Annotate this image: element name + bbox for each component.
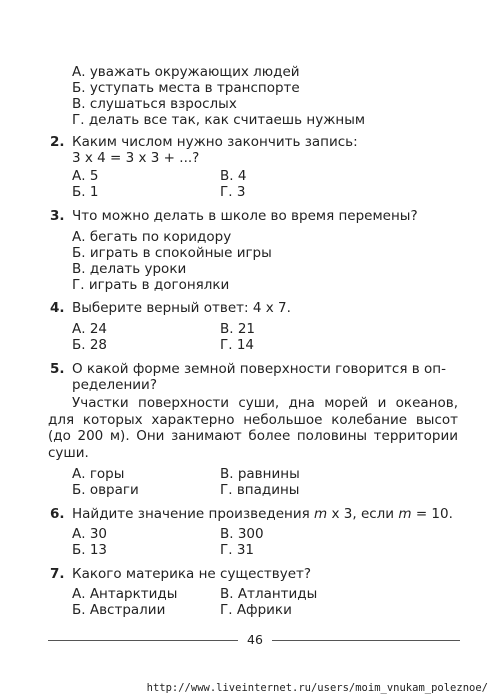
q3-text: Что можно делать в школе во время перемены?	[72, 208, 418, 224]
q1-option-a: А. уважать окружающих людей	[72, 64, 300, 80]
q5-text-line2: ределении?	[72, 377, 157, 393]
q6-variable-m2: m	[398, 506, 412, 522]
q7-text: Какого материка не существует?	[72, 566, 312, 582]
q2-option-a: А. 5	[72, 168, 99, 184]
q3-number: 3.	[50, 208, 65, 224]
q5-option-b: Б. овраги	[72, 482, 139, 498]
q3-option-a: А. бегать по коридору	[72, 229, 232, 245]
q6-text	[72, 506, 453, 522]
q3-option-b: Б. играть в спокойные игры	[72, 245, 272, 261]
q2-option-b: Б. 1	[72, 184, 99, 200]
q4-option-c: В. 21	[220, 321, 256, 337]
footer-url: http://www.liveinternet.ru/users/moim_vnukam_poleznoe/	[146, 682, 488, 694]
q6-text-b: х 3, если	[327, 506, 399, 522]
q5-option-c: В. равнины	[220, 466, 300, 482]
q7-option-c: В. Атлантиды	[220, 586, 318, 602]
q1-option-b: Б. уступать места в транспорте	[72, 80, 300, 96]
q6-option-b: Б. 13	[72, 542, 108, 558]
q6-text-c: = 10.	[411, 506, 453, 522]
q2-number: 2.	[50, 134, 65, 150]
page-number: 46	[247, 632, 263, 647]
q4-option-b: Б. 28	[72, 337, 108, 353]
q2-option-c: В. 4	[220, 168, 247, 184]
q1-option-d: Г. делать все так, как считаешь нужным	[72, 112, 366, 128]
q6-text-a: Найдите значение произведения	[72, 506, 315, 522]
q3-option-d: Г. играть в догонялки	[72, 277, 230, 293]
q4-text: Выберите верный ответ: 4 х 7.	[72, 300, 291, 316]
q6-number: 6.	[50, 506, 65, 522]
footer-rule-left	[48, 640, 238, 641]
q5-text-line1: О какой форме земной поверхности говорится в оп-	[72, 361, 446, 377]
q4-option-a: А. 24	[72, 321, 107, 337]
q6-option-c: В. 300	[220, 526, 264, 542]
q4-number: 4.	[50, 300, 65, 316]
q3-option-c: В. делать уроки	[72, 261, 187, 277]
q5-option-d: Г. впадины	[220, 482, 300, 498]
q7-number: 7.	[50, 566, 65, 582]
q2-text: Каким числом нужно закончить запись:	[72, 134, 358, 150]
q5-definition: Участки поверхности суши, дна морей и океанов, для которых характерно небольшое колебание высот (до 200 м). Они занимают более половины территории суши.	[48, 395, 458, 461]
q4-option-d: Г. 14	[220, 337, 254, 353]
q1-option-c: В. слушаться взрослых	[72, 96, 237, 112]
q7-option-b: Б. Австралии	[72, 602, 166, 618]
q2-option-d: Г. 3	[220, 184, 246, 200]
q7-option-a: А. Антарктиды	[72, 586, 178, 602]
q6-option-d: Г. 31	[220, 542, 254, 558]
q2-expression: 3 х 4 = 3 х 3 + ...?	[72, 150, 200, 166]
q7-option-d: Г. Африки	[220, 602, 292, 618]
q5-number: 5.	[50, 361, 65, 377]
footer-rule-right	[272, 640, 460, 641]
q6-variable-m1: m	[314, 506, 328, 522]
q5-option-a: А. горы	[72, 466, 125, 482]
q6-option-a: А. 30	[72, 526, 107, 542]
